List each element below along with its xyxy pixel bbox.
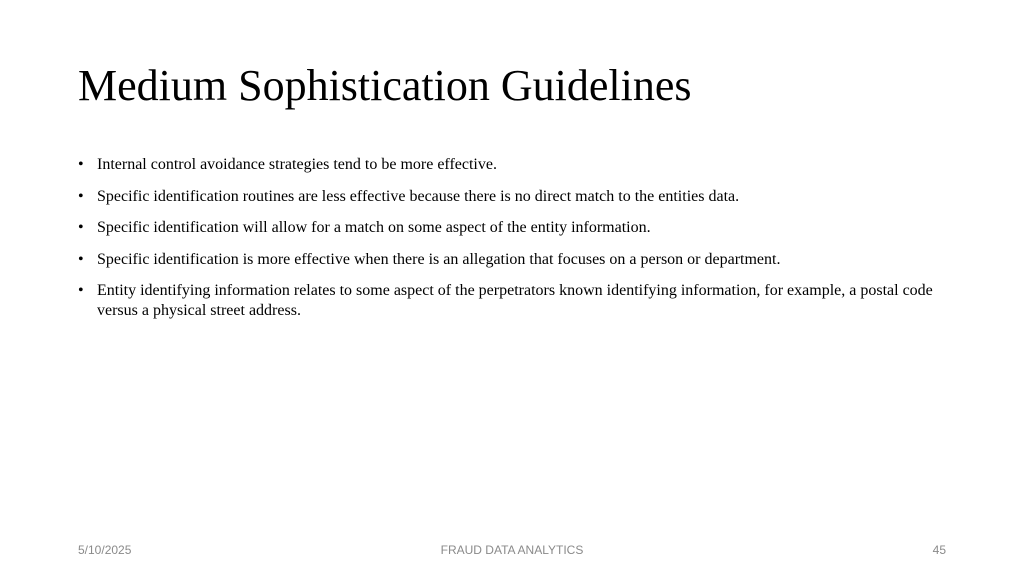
bullet-text: Specific identification will allow for a match on some aspect of the entity information. <box>97 219 651 236</box>
footer-title: FRAUD DATA ANALYTICS <box>440 543 584 557</box>
bullet-icon: • <box>78 250 84 268</box>
bullet-icon: • <box>78 219 84 236</box>
bullet-item <box>78 250 958 270</box>
bullet-item <box>78 281 958 321</box>
bullet-text: Specific identification routines are less effective because there is no direct match to the entities data. <box>97 187 740 205</box>
page-number: 45 <box>932 543 946 557</box>
bullet-icon: • <box>78 282 84 299</box>
bullet-icon: • <box>78 187 84 205</box>
bullet-icon: • <box>78 156 84 173</box>
bullet-item <box>78 187 958 207</box>
slide-title: Medium Sophistication Guidelines <box>78 61 692 110</box>
footer-date: 5/10/2025 <box>78 543 132 557</box>
bullet-text: Internal control avoidance strategies tend to be more effective. <box>97 156 497 173</box>
bullet-text: Specific identification is more effective when there is an allegation that focuses on a person or department. <box>97 250 781 268</box>
bullet-item <box>78 155 958 175</box>
bullet-list <box>78 155 958 333</box>
bullet-item <box>78 218 958 238</box>
bullet-text: Entity identifying information relates to some aspect of the perpetrators known identifying information, for example, a postal code versus a physical street address. <box>97 282 933 319</box>
